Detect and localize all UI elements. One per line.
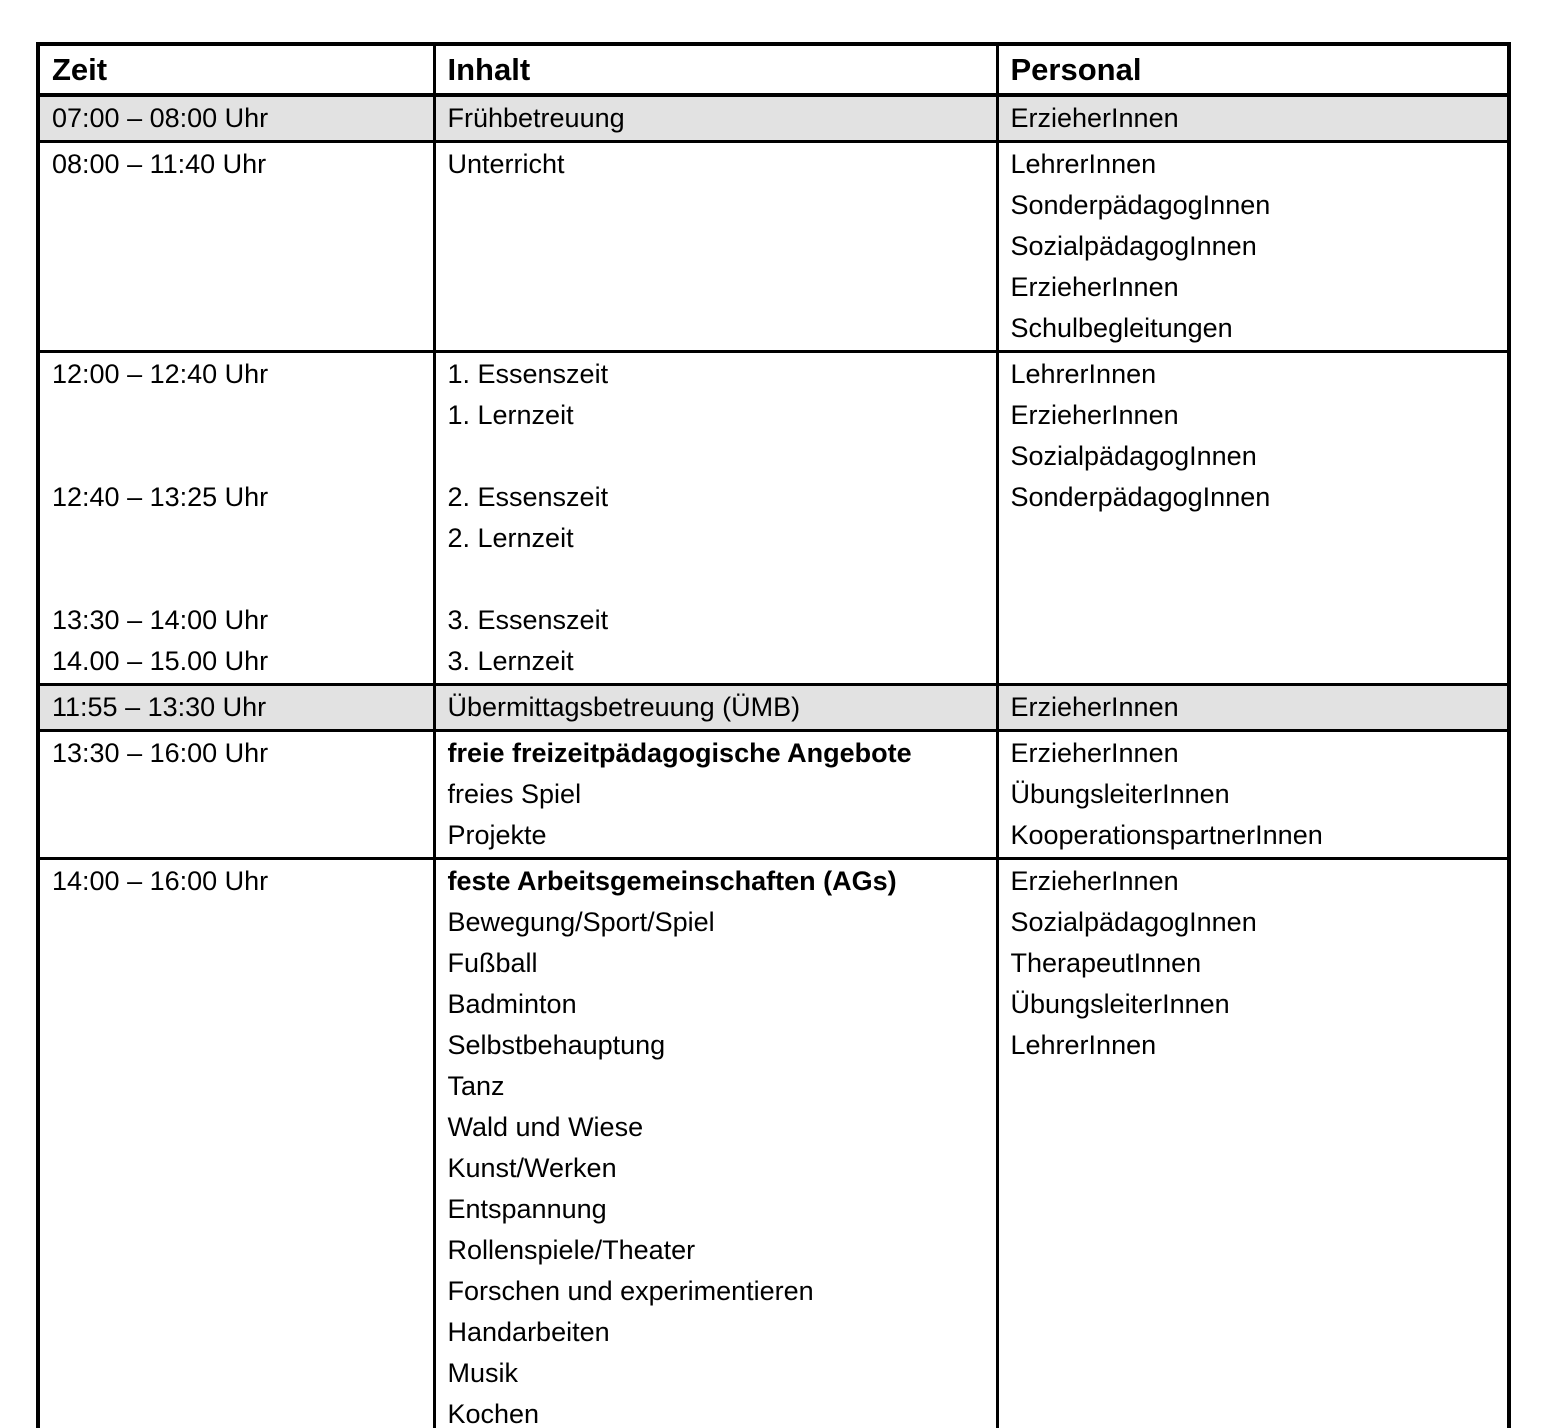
inhalt-line: feste Arbeitsgemeinschaften (AGs) xyxy=(447,866,897,896)
zeit-cell xyxy=(38,142,434,352)
schedule-table xyxy=(36,42,1511,1428)
inhalt-line xyxy=(448,436,986,477)
personal-cell xyxy=(997,142,1509,352)
col-header-zeit: Zeit xyxy=(38,44,434,95)
header-row xyxy=(38,44,1509,95)
table-row xyxy=(38,731,1509,859)
schedule-rows xyxy=(38,95,1509,1428)
personal-line: SonderpädagogInnen xyxy=(1010,482,1271,512)
personal-line: ErzieherInnen xyxy=(1010,738,1179,768)
zeit-cell xyxy=(38,685,434,731)
inhalt-line: Entspannung xyxy=(447,1194,607,1224)
zeit-line: 14:00 – 16:00 Uhr xyxy=(52,866,269,896)
inhalt-line: Unterricht xyxy=(447,149,565,179)
personal-line: SozialpädagogInnen xyxy=(1010,231,1257,261)
personal-line: Schulbegleitungen xyxy=(1010,313,1233,343)
zeit-line: 13:30 – 16:00 Uhr xyxy=(52,738,269,768)
personal-line: ErzieherInnen xyxy=(1010,866,1179,896)
inhalt-line: 1. Lernzeit xyxy=(447,400,574,430)
inhalt-line: Bewegung/Sport/Spiel xyxy=(447,907,715,937)
inhalt-line: Tanz xyxy=(447,1071,505,1101)
personal-line: LehrerInnen xyxy=(1010,359,1157,389)
personal-cell xyxy=(997,859,1509,1428)
personal-cell xyxy=(997,685,1509,731)
zeit-line xyxy=(52,559,423,600)
zeit-line: 13:30 – 14:00 Uhr xyxy=(52,605,269,635)
inhalt-line: Kochen xyxy=(447,1399,540,1428)
personal-line: LehrerInnen xyxy=(1010,1030,1157,1060)
inhalt-line: Rollenspiele/Theater xyxy=(447,1235,696,1265)
personal-line: TherapeutInnen xyxy=(1010,948,1202,978)
personal-line: ErzieherInnen xyxy=(1010,692,1179,722)
inhalt-line: Übermittagsbetreuung (ÜMB) xyxy=(447,692,801,722)
personal-line: ÜbungsleiterInnen xyxy=(1010,989,1230,1019)
table-row xyxy=(38,859,1509,1428)
inhalt-cell xyxy=(434,685,997,731)
zeit-line: 11:55 – 13:30 Uhr xyxy=(52,692,267,722)
table-row xyxy=(38,142,1509,352)
zeit-cell xyxy=(38,95,434,142)
inhalt-line: 2. Lernzeit xyxy=(447,523,574,553)
zeit-line xyxy=(52,395,423,436)
inhalt-line: Wald und Wiese xyxy=(447,1112,644,1142)
zeit-line xyxy=(52,518,423,559)
inhalt-line: Projekte xyxy=(447,820,547,850)
personal-cell xyxy=(997,731,1509,859)
col-header-inhalt: Inhalt xyxy=(434,44,997,95)
personal-line: LehrerInnen xyxy=(1010,149,1157,179)
zeit-line: 07:00 – 08:00 Uhr xyxy=(52,103,269,133)
table-row xyxy=(38,685,1509,731)
zeit-line: 08:00 – 11:40 Uhr xyxy=(52,149,267,179)
zeit-line: 14.00 – 15.00 Uhr xyxy=(52,646,269,676)
personal-line: SozialpädagogInnen xyxy=(1010,441,1257,471)
inhalt-line: Fußball xyxy=(447,948,538,978)
inhalt-line: Forschen und experimentieren xyxy=(447,1276,814,1306)
inhalt-line: Musik xyxy=(447,1358,519,1388)
personal-cell xyxy=(997,352,1509,685)
inhalt-line: Selbstbehauptung xyxy=(447,1030,666,1060)
personal-line: ErzieherInnen xyxy=(1010,272,1179,302)
personal-line: ErzieherInnen xyxy=(1010,400,1179,430)
inhalt-line: Handarbeiten xyxy=(447,1317,610,1347)
personal-line: KooperationspartnerInnen xyxy=(1010,820,1323,850)
zeit-line: 12:00 – 12:40 Uhr xyxy=(52,359,269,389)
inhalt-cell xyxy=(434,352,997,685)
inhalt-cell xyxy=(434,859,997,1428)
inhalt-line: freies Spiel xyxy=(447,779,582,809)
zeit-cell xyxy=(38,731,434,859)
zeit-line xyxy=(52,436,423,477)
personal-line: ÜbungsleiterInnen xyxy=(1010,779,1230,809)
inhalt-line: 3. Lernzeit xyxy=(447,646,574,676)
inhalt-line: Kunst/Werken xyxy=(447,1153,617,1183)
personal-cell xyxy=(997,95,1509,142)
col-header-personal: Personal xyxy=(997,44,1509,95)
inhalt-cell xyxy=(434,731,997,859)
inhalt-line: 1. Essenszeit xyxy=(447,359,609,389)
personal-line: SozialpädagogInnen xyxy=(1010,907,1257,937)
table-row xyxy=(38,352,1509,685)
inhalt-line: Badminton xyxy=(447,989,577,1019)
personal-line: SonderpädagogInnen xyxy=(1010,190,1271,220)
inhalt-line xyxy=(448,559,986,600)
inhalt-cell xyxy=(434,142,997,352)
inhalt-line: freie freizeitpädagogische Angebote xyxy=(447,738,912,768)
zeit-line: 12:40 – 13:25 Uhr xyxy=(52,482,269,512)
table-row xyxy=(38,95,1509,142)
inhalt-line: Frühbetreuung xyxy=(447,103,625,133)
inhalt-line: 3. Essenszeit xyxy=(447,605,609,635)
zeit-cell xyxy=(38,859,434,1428)
personal-line: ErzieherInnen xyxy=(1010,103,1179,133)
zeit-cell xyxy=(38,352,434,685)
inhalt-cell xyxy=(434,95,997,142)
inhalt-line: 2. Essenszeit xyxy=(447,482,609,512)
